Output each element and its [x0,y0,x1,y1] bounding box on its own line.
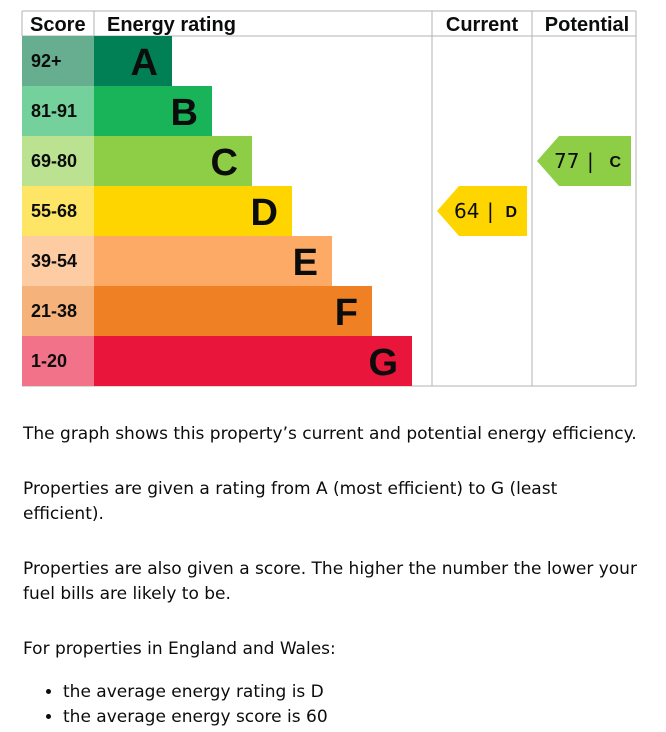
band-score-range: 21-38 [31,301,78,321]
score-explanation-text: Properties are also given a score. The higher the number the lower your fuel bills are likely to be. [23,559,637,604]
explanation-text: The graph shows this property’s current and potential energy efficiency. [23,424,637,444]
pointer-separator: | [587,149,594,173]
band-bar [94,336,412,386]
rating-scale-text: Properties are given a rating from A (most efficient) to G (least efficient). [23,479,558,524]
band-b [22,86,212,136]
band-f [22,286,372,336]
current-rating-pointer [437,186,527,236]
band-score-range: 92+ [31,51,62,71]
band-a [22,36,172,86]
pointer-separator: | [487,199,494,223]
band-d [22,186,292,236]
band-letter: F [334,292,358,334]
band-letter: C [210,142,238,184]
band-score-range: 69-80 [31,151,78,171]
band-letter: E [292,242,318,284]
average-score-item: • the average energy score is 60 [63,705,643,730]
band-c [22,136,252,186]
pointer-letter: D [505,204,517,221]
band-letter: D [250,192,278,234]
average-rating-item: • the average energy rating is D [63,680,643,705]
pointer-letter: C [609,154,621,171]
header-current: Current [445,14,519,36]
rating-pointers [437,136,631,236]
rating-bands [22,36,412,386]
band-letter: B [170,92,198,134]
header-potential: Potential [544,14,630,36]
header-energy-rating: Energy rating [107,14,236,36]
averages-intro: For properties in England and Wales: [23,639,336,659]
band-score-range: 55-68 [31,201,78,221]
band-e [22,236,332,286]
band-letter: G [368,342,398,384]
band-letter: A [130,42,158,84]
averages-list [23,680,643,730]
potential-rating-pointer [537,136,631,186]
pointer-score: 77 [554,149,580,173]
band-bar [94,286,372,336]
band-score-range: 81-91 [31,101,78,121]
band-score-range: 39-54 [31,251,78,271]
band-g [22,336,412,386]
pointer-score: 64 [454,199,480,223]
chart-explanation [23,422,643,730]
header-score: Score [30,14,86,36]
band-score-range: 1-20 [31,351,68,371]
